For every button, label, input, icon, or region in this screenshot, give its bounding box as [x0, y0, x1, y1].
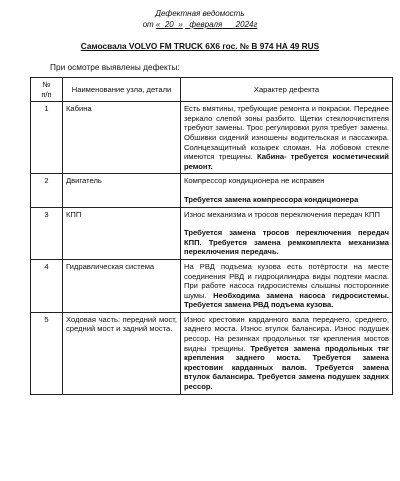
- table-row: [31, 207, 393, 259]
- row-num: 5: [31, 312, 63, 394]
- defects-table: [30, 77, 393, 395]
- row-name: КПП: [63, 207, 181, 259]
- row-num: 1: [31, 102, 63, 174]
- date-month: февраля 2024г: [189, 20, 258, 29]
- doc-type: Дефектная ведомость: [155, 9, 245, 18]
- row-defect: Есть вмятины, требующие ремонта и покраски. Переднее зеркало слепой зоны разбито. Щетки стеклоочистителя требуют замены. Трос регулировки руля требует замены. Обшивки сидений изношены водительская и пассажира. Солнцезащитный козырек сломан. На лобовом стекле имеются трещины. Кабина- требуется косметический ремонт.: [181, 102, 393, 174]
- table-row: [31, 259, 393, 312]
- row-defect: Компрессор кондиционера не исправен Требуется замена компрессора кондиционера: [181, 174, 393, 207]
- date-day: « 20 »: [155, 20, 183, 29]
- row-name: Ходовая часть: передний мост, средний мост и задний моста.: [63, 312, 181, 394]
- table-header-row: [31, 78, 393, 102]
- table-row: [31, 174, 393, 207]
- table-row: [31, 102, 393, 174]
- date-prefix: от: [142, 20, 154, 29]
- document-title: Самосвала VOLVO FM TRUCK 6X6 гос. № В 974 НА 49 RUS: [80, 41, 320, 51]
- row-name: Кабина: [63, 102, 181, 174]
- col-header-name: Наименование узла, детали: [63, 78, 181, 102]
- row-name: Двигатель: [63, 174, 181, 207]
- row-defect: Износ крестовин карданного вала переднего, среднего, заднего моста. Износ втулок балансира. Износ подушек рессор. На резинках продольных тяг крепления мостов видны трещины. Требуется замена продольных тяг крепления заднего моста. Требуется замена крестовин карданных валов. Требуется замена втулок балансира. Требуется замена подушек задних рессор.: [181, 312, 393, 394]
- row-num: 4: [31, 259, 63, 312]
- row-num: 3: [31, 207, 63, 259]
- col-header-defect: Характер дефекта: [181, 78, 393, 102]
- row-num: 2: [31, 174, 63, 207]
- row-defect: На РВД подъема кузова есть потёртости на месте соединения РВД и гидроцилиндра виды подтеки масла. При работе насоса гидросистемы слышны посторонние шумы. Необходима замена насоса гидросистемы. Требуется замена РВД подъема кузова.: [181, 259, 393, 312]
- col-header-num: № п/п: [31, 78, 63, 102]
- row-name: Гидравлическая система: [63, 259, 181, 312]
- table-row: [31, 312, 393, 394]
- intro-text: При осмотре выявлены дефекты:: [50, 62, 180, 72]
- row-defect: Износ механизма и тросов переключения передач КПП Требуется замена тросов переключения передач КПП. Требуется замена ремкомплекта механизма переключения передачь.: [181, 207, 393, 259]
- doc-date: [0, 20, 400, 30]
